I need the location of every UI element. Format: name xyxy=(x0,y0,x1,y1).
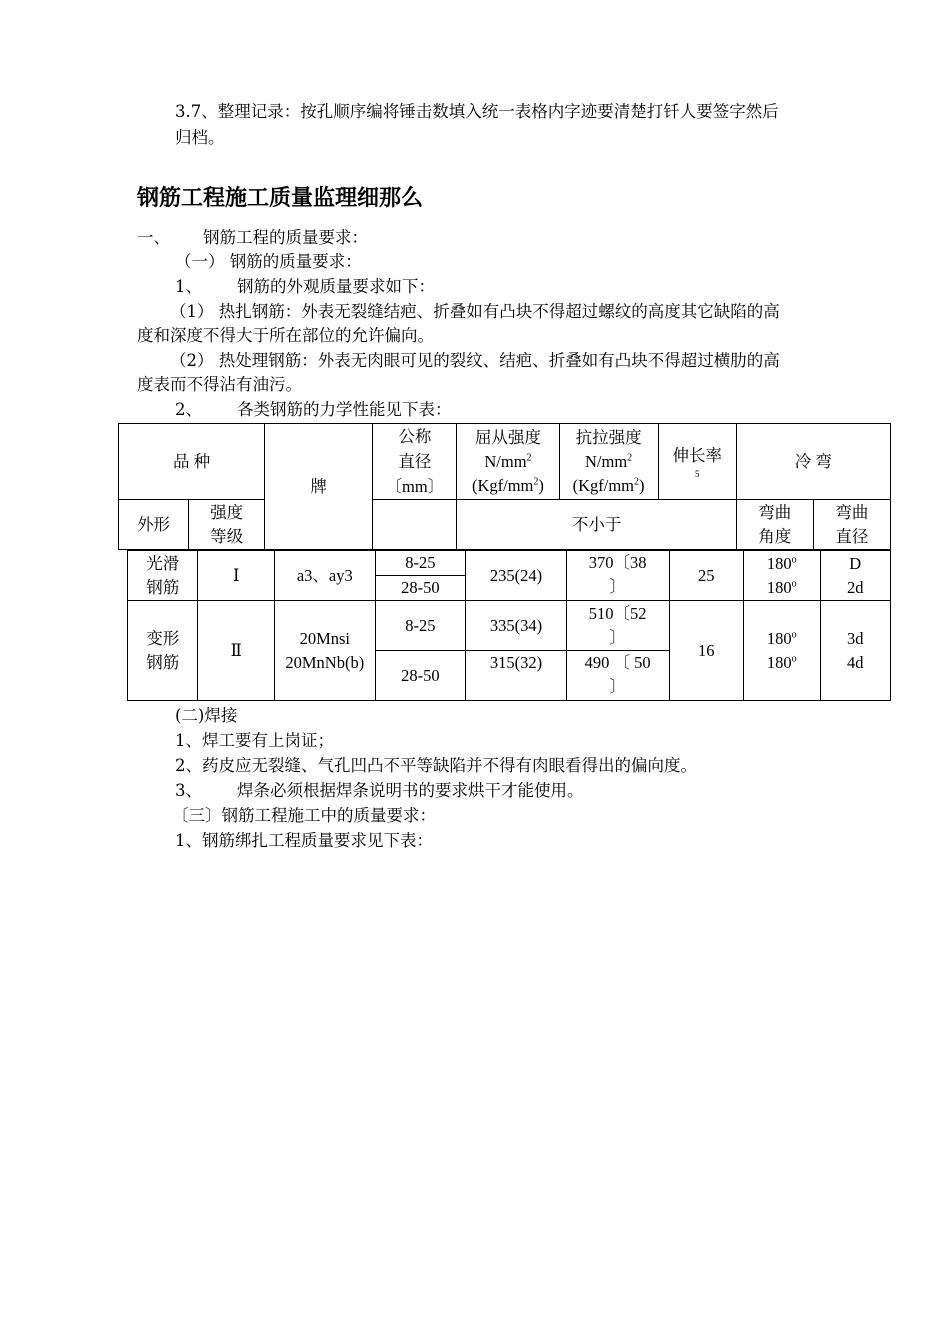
row2-shape: 变形 钢筋 xyxy=(128,601,198,701)
item-1-number: 1、 xyxy=(175,277,202,296)
row2-grade: Ⅱ xyxy=(198,601,275,701)
paragraph-3-7-line1: 3.7、整理记录：按孔顺序编将锤击数填入统一表格内字迹要清楚打钎人要签字然后 xyxy=(175,102,779,121)
section-1-number: 一、 xyxy=(137,228,170,247)
row1-shape: 光滑 钢筋 xyxy=(128,551,198,601)
row2-elongation: 16 xyxy=(669,601,743,701)
row2-yield-a: 335(34) xyxy=(466,601,567,651)
item-2 xyxy=(175,398,452,422)
paragraph-3-7-line2: 归档。 xyxy=(175,128,225,147)
item-1-text: 钢筋的外观质量要求如下： xyxy=(237,277,435,296)
properties-table-header xyxy=(118,423,891,550)
header-diameter-cont xyxy=(373,500,457,550)
welding-item-2: 2、药皮应无裂缝、气孔凹凸不平等缺陷并不得有肉眼看得出的偏向度。 xyxy=(175,756,697,775)
subsection-3-item-1: 1、钢筋绑扎工程质量要求见下表： xyxy=(175,831,433,850)
welding-item-3 xyxy=(175,779,584,803)
row2-yield-b: 315(32) xyxy=(466,651,567,701)
subsection-3: 〔三〕钢筋工程施工中的质量要求： xyxy=(172,806,436,825)
header-shape: 外形 xyxy=(119,500,189,550)
row2-bend-diameter: 3d 4d xyxy=(820,601,891,701)
header-bend-diameter: 弯曲 直径 xyxy=(813,500,890,550)
row2-tensile-b: 490 〔 50 〕 xyxy=(566,651,669,701)
hot-rolled-line2: 度和深度不得大于所在部位的允许偏向。 xyxy=(137,326,434,345)
row1-elongation: 25 xyxy=(669,551,743,601)
row1-brand: a3、ay3 xyxy=(274,551,375,601)
header-cold-bend: 冷 弯 xyxy=(736,424,890,500)
row2-bend-angle: 180$^o$ 180$^o$ xyxy=(744,601,821,701)
header-elongation: 伸长率 5 xyxy=(658,424,736,500)
welding-title: (二)焊接 xyxy=(175,706,238,725)
properties-table-body xyxy=(127,550,891,701)
row1-grade: Ⅰ xyxy=(198,551,275,601)
row1-bend-diameter: D 2d xyxy=(820,551,891,601)
row1-tensile: 370〔38 〕 xyxy=(566,551,669,601)
welding-item-1: 1、焊工要有上岗证； xyxy=(175,731,334,750)
section-heading: 钢筋工程施工质量监理细那么 xyxy=(137,186,424,211)
row2-tensile-a: 510〔52 〕 xyxy=(566,601,669,651)
table-row xyxy=(128,551,891,576)
row2-brand: 20Mnsi 20MnNb(b) xyxy=(274,601,375,701)
header-tensile-strength: 抗拉强度 $N/mm^2$ $(Kgf/mm^2)$ xyxy=(559,424,658,500)
welding-item-3-text: 焊条必须根据焊条说明书的要求烘干才能使用。 xyxy=(237,781,584,800)
header-yield-strength: 屈从强度 $N/mm^2$ $(Kgf/mm^2)$ xyxy=(457,424,559,500)
row1-yield: 235(24) xyxy=(466,551,567,601)
subsection-1: （一） 钢筋的质量要求： xyxy=(175,252,362,271)
row1-bend-angle: 180$^o$ 180$^o$ xyxy=(744,551,821,601)
header-strength-class: 强度 等级 xyxy=(189,500,265,550)
hot-rolled-line1: （1） 热扎钢筋：外表无裂缝结疤、折叠如有凸块不得超过螺纹的高度其它缺陷的高 xyxy=(170,302,780,321)
item-2-text: 各类钢筋的力学性能见下表： xyxy=(237,400,452,419)
header-diameter: 公称 直径 〔mm〕 xyxy=(373,424,457,500)
header-bend-angle: 弯曲 角度 xyxy=(736,500,813,550)
welding-item-3-number: 3、 xyxy=(175,781,202,800)
section-1-title xyxy=(137,226,368,250)
item-2-number: 2、 xyxy=(175,400,202,419)
section-1-text: 钢筋工程的质量要求： xyxy=(203,228,368,247)
header-grade: 牌 xyxy=(265,424,373,550)
row1-diameter-b: 28-50 xyxy=(375,576,466,601)
row2-diameter-a: 8-25 xyxy=(375,601,466,651)
table-row xyxy=(128,601,891,651)
row1-diameter-a: 8-25 xyxy=(375,551,466,576)
header-not-less-than: 不小于 xyxy=(457,500,736,550)
header-variety: 品 种 xyxy=(119,424,265,500)
row2-diameter-b: 28-50 xyxy=(375,651,466,701)
heat-treated-line1: （2） 热处理钢筋：外表无肉眼可见的裂纹、结疤、折叠如有凸块不得超过横肋的高 xyxy=(170,351,780,370)
item-1 xyxy=(175,275,435,299)
heat-treated-line2: 度表而不得沾有油污。 xyxy=(137,375,302,394)
